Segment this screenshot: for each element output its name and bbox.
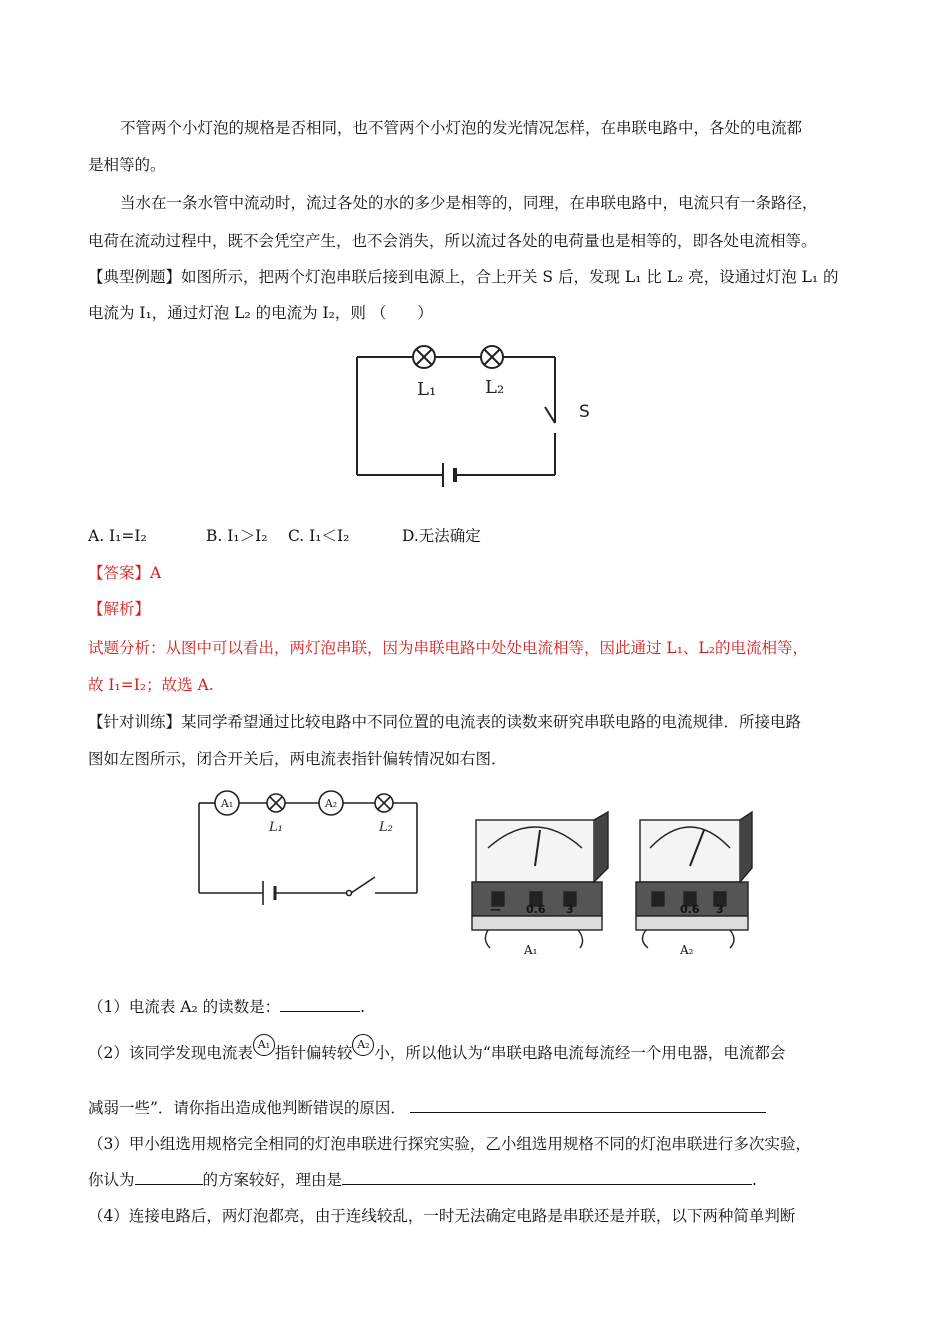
circuit-diagram-2	[185, 785, 425, 955]
q3-choice-blank[interactable]	[135, 1168, 203, 1185]
lamp-l1-label: L₁	[269, 820, 283, 835]
para1-line2: 是相等的。	[88, 156, 166, 174]
q1-answer-blank[interactable]	[280, 995, 360, 1012]
option-d: D.无法确定	[402, 527, 481, 545]
option-a: A. I₁=I₂	[88, 527, 147, 545]
analysis-heading: 【解析】	[88, 600, 151, 618]
circuit-diagram-1	[345, 335, 605, 495]
ammeter-a2-symbol: A₂	[324, 797, 338, 810]
ammeter-a1-symbol: A₁	[220, 797, 234, 810]
switch-s-label: S	[579, 402, 590, 422]
para1-line1: 不管两个小灯泡的规格是否相同，也不管两个小灯泡的发光情况怎样，在串联电路中，各处的电流都	[120, 119, 803, 137]
meter2-label: A₂	[680, 943, 694, 957]
q3-pre: 你认为	[88, 1171, 135, 1189]
analysis-line2: 故 I₁=I₂；故选 A.	[88, 676, 214, 694]
training-line1: 【针对训练】某同学希望通过比较电路中不同位置的电流表的读数来研究串联电路的电流规律．所接电路	[88, 713, 802, 731]
option-c: C. I₁＜I₂	[288, 527, 350, 545]
ammeter-readings-figure	[468, 808, 768, 958]
ammeter-a1-symbol: A₁	[253, 1034, 275, 1056]
meter1-terminal-minus: —	[490, 903, 501, 916]
meter1-label: A₁	[524, 943, 538, 957]
meter1-terminal-3: 3	[566, 903, 574, 916]
question-1	[88, 995, 365, 1018]
example-line2: 电流为 I₁，通过灯泡 L₂ 的电流为 I₂，则 （ ）	[88, 304, 433, 322]
meter2-terminal-3: 3	[716, 903, 724, 916]
question-2-line2	[88, 1096, 766, 1119]
example-line1: 【典型例题】如图所示，把两个灯泡串联后接到电源上，合上开关 S 后，发现 L₁ 比 L₂ 亮，设通过灯泡 L₁ 的	[88, 268, 839, 286]
para2-line1: 当水在一条水管中流动时，流过各处的水的多少是相等的，同理，在串联电路中，电流只有一条路径，	[120, 194, 818, 212]
question-3-line2	[88, 1168, 757, 1191]
ammeter-a2-symbol: A₂	[352, 1034, 374, 1056]
answer: 【答案】A	[88, 564, 162, 582]
q2-answer-blank[interactable]	[410, 1096, 766, 1113]
question-3-line1: （3）甲小组选用规格完全相同的灯泡串联进行探究实验，乙小组选用规格不同的灯泡串联进行多次实验，	[88, 1135, 811, 1153]
q1-text: （1）电流表 A₂ 的读数是：	[88, 998, 281, 1016]
q3-end: .	[752, 1171, 757, 1189]
lamp-l1-label: L₁	[417, 379, 437, 400]
para2-line2: 电荷在流动过程中，既不会凭空产生，也不会消失，所以流过各处的电荷量也是相等的，即各处电流相等。	[88, 232, 817, 250]
q2-mid: 指针偏转较	[274, 1044, 353, 1062]
meter1-terminal-06: 0.6	[526, 903, 546, 916]
training-line2: 图如左图所示，闭合开关后，两电流表指针偏转情况如右图．	[88, 750, 507, 768]
lamp-l2-label: L₂	[379, 820, 393, 835]
q3-reason-blank[interactable]	[342, 1168, 752, 1185]
q2-post: 小，所以他认为“串联电路电流每流经一个用电器，电流都会	[374, 1044, 786, 1062]
q2-pre: （2）该同学发现电流表	[88, 1044, 253, 1062]
q2-line2-text: 减弱一些”．请你指出造成他判断错误的原因．	[88, 1099, 406, 1117]
analysis-line1: 试题分析：从图中可以看出，两灯泡串联，因为串联电路中处处电流相等，因此通过 L₁、L₂的电流相等，	[88, 639, 808, 657]
question-2-line1	[88, 1038, 786, 1064]
lamp-l2-label: L₂	[485, 377, 505, 398]
q3-mid: 的方案较好，理由是	[202, 1171, 343, 1189]
q1-end: .	[360, 998, 366, 1016]
meter2-terminal-06: 0.6	[680, 903, 700, 916]
option-b: B. I₁＞I₂	[206, 527, 268, 545]
question-4-line1: （4）连接电路后，两灯泡都亮，由于连线较乱，一时无法确定电路是串联还是并联，以下两种简单判断	[88, 1207, 796, 1225]
